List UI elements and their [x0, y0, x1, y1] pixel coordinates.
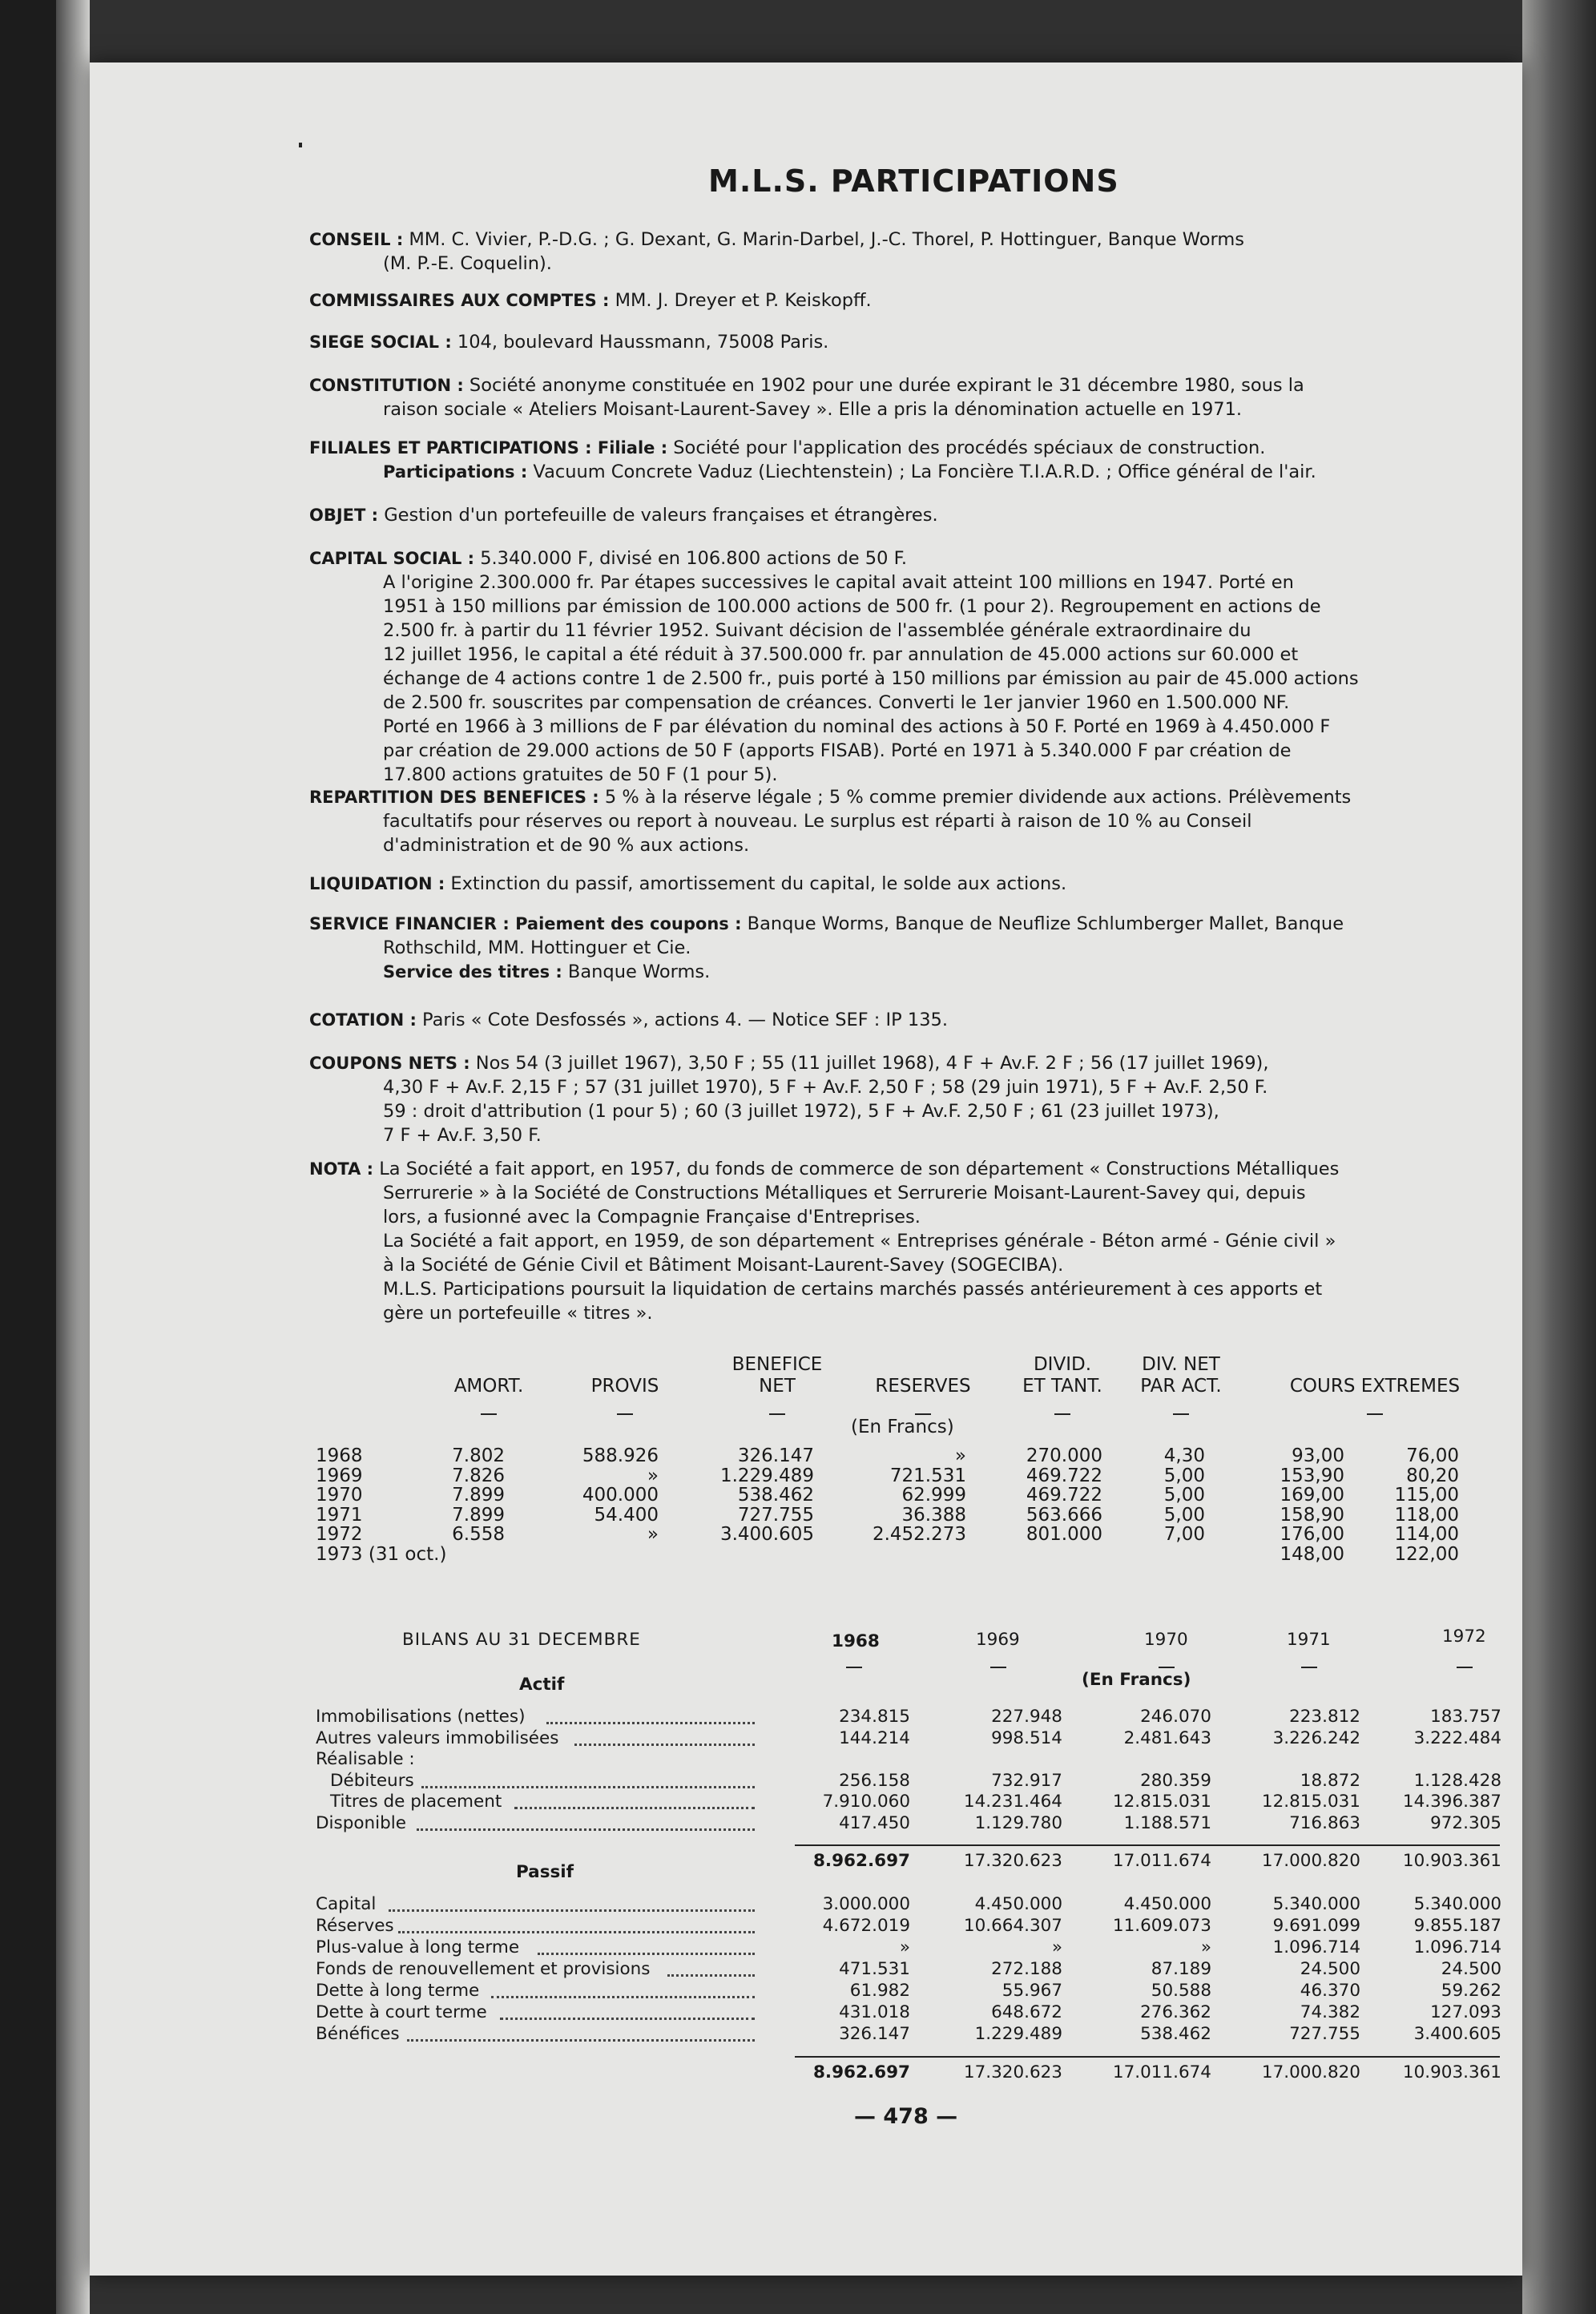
section-coupons-line [309, 1075, 1490, 1099]
balance-sheet-table [316, 1627, 1501, 2082]
balance-cell: 1.096.714 [1272, 1937, 1360, 1957]
actif-total-cell: 8.962.697 [812, 1851, 910, 1871]
cell-cours-lo: 118,00 [1394, 1504, 1459, 1526]
section-capital-line [309, 643, 1490, 667]
actif-total-cell: 17.011.674 [1112, 1851, 1211, 1871]
section-commissaires [309, 288, 1490, 312]
dot-leader [574, 1744, 755, 1746]
balance-cell: 234.815 [839, 1707, 910, 1727]
row-year: 1968 [316, 1445, 363, 1466]
section-nota-line [309, 1301, 1490, 1325]
section-text: Extinction du passif, amortissement du capital, le solde aux actions. [445, 873, 1067, 894]
cell-divid: 469.722 [1026, 1465, 1102, 1486]
balance-cell: 227.948 [991, 1707, 1062, 1727]
balance-cell: 74.382 [1300, 2002, 1360, 2022]
column-header: DIVID. ET TANT. [1022, 1354, 1102, 1397]
section-text: MM. C. Vivier, P.-D.G. ; G. Dexant, G. Marin-Darbel, J.-C. Thorel, P. Hottinguer, Banque Worms [403, 229, 1244, 250]
cell-amort: 6.558 [452, 1524, 505, 1545]
column-header: AMORT. [453, 1376, 524, 1397]
row-year: 1970 [316, 1485, 363, 1506]
balance-cell: 127.093 [1430, 2002, 1501, 2022]
cell-benefice: 538.462 [737, 1485, 814, 1506]
section-text: 17.800 actions gratuites de 50 F (1 pour 5). [383, 764, 778, 785]
section-coupons [309, 1051, 1490, 1147]
cell-provis: 54.400 [594, 1504, 659, 1526]
section-text: de 2.500 fr. souscrites par compensation de créances. Converti le 1er janvier 1960 en 1.500.000 NF. [383, 692, 1290, 713]
section-repartition [309, 785, 1490, 857]
cell-cours-hi: 169,00 [1280, 1485, 1344, 1506]
balance-cell: 1.128.428 [1413, 1770, 1501, 1791]
section-label: CONSEIL : [309, 230, 404, 249]
cell-benefice: 1.229.489 [719, 1465, 814, 1486]
cell-reserves: 62.999 [901, 1485, 966, 1506]
section-service-line [309, 912, 1490, 936]
section-text: Porté en 1966 à 3 millions de F par élévation du nominal des actions à 50 F. Porté en 1969 à 4.450.000 F [383, 716, 1331, 737]
column-header: PROVIS [590, 1376, 659, 1397]
cell-cours-hi: 153,90 [1280, 1465, 1344, 1486]
cell-cours-hi: 148,00 [1280, 1543, 1344, 1565]
dot-leader [538, 1953, 755, 1955]
header-dash [915, 1413, 931, 1415]
passif-total-cell: 17.011.674 [1112, 2062, 1211, 2082]
section-capital-line [309, 739, 1490, 763]
balance-line-label: Réalisable : [316, 1749, 415, 1769]
section-text: MM. J. Dreyer et P. Keiskopff. [609, 290, 872, 311]
balance-cell: 12.815.031 [1112, 1792, 1211, 1812]
section-constitution [309, 373, 1490, 421]
section-repartition-line [309, 785, 1490, 809]
section-text: 104, boulevard Haussmann, 75008 Paris. [451, 332, 829, 353]
balance-cell: 471.531 [839, 1959, 910, 1979]
section-nota-line [309, 1205, 1490, 1229]
cell-cours-lo: 76,00 [1406, 1445, 1459, 1466]
section-text: Société pour l'application des procédés spéciaux de construction. [667, 437, 1266, 458]
ink-speck [299, 143, 302, 147]
balance-line-label: Réserves [316, 1916, 394, 1936]
cell-amort: 7.802 [452, 1445, 505, 1466]
section-text: gère un portefeuille « titres ». [383, 1303, 653, 1324]
cell-cours-hi: 158,90 [1280, 1504, 1344, 1526]
cell-divid: 270.000 [1026, 1445, 1102, 1466]
header-dash [1173, 1413, 1189, 1415]
balance-cell: 3.400.605 [1413, 2024, 1501, 2044]
balance-cell: 326.147 [839, 2024, 910, 2044]
section-label: CONSTITUTION : [309, 376, 464, 395]
balance-cell: 246.070 [1140, 1707, 1211, 1727]
section-label: REPARTITION DES BENEFICES : [309, 788, 599, 807]
cell-divid: 801.000 [1026, 1524, 1102, 1545]
section-text: Banque Worms, Banque de Neuflize Schlumberger Mallet, Banque [741, 913, 1344, 934]
actif-total-cell: 17.000.820 [1261, 1851, 1360, 1871]
section-objet [309, 503, 1490, 527]
balance-cell: 24.500 [1300, 1959, 1360, 1979]
section-text: Serrurerie » à la Société de Constructions Métalliques et Serrurerie Moisant-Laurent-Savey qui, depuis [383, 1183, 1306, 1203]
balance-cell: 24.500 [1441, 1959, 1501, 1979]
section-text: Gestion d'un portefeuille de valeurs françaises et étrangères. [378, 505, 938, 526]
section-capital-line [309, 667, 1490, 691]
section-nota-line [309, 1277, 1490, 1301]
cell-provis: » [647, 1465, 659, 1486]
balance-line-label: Dette à court terme [316, 2002, 487, 2022]
header-dash [617, 1413, 633, 1415]
balance-cell: 538.462 [1140, 2024, 1211, 2044]
section-filiales-line [309, 460, 1490, 484]
section-label: COTATION : [309, 1010, 417, 1030]
row-year: 1973 (31 oct.) [316, 1543, 447, 1565]
header-dash [1367, 1413, 1383, 1415]
section-text: échange de 4 actions contre 1 de 2.500 fr., puis porté à 150 millions par émission au pair de 45.000 actions [383, 668, 1359, 689]
section-label: OBJET : [309, 506, 379, 525]
balance-cell: 280.359 [1140, 1770, 1211, 1791]
section-commissaires-line [309, 288, 1490, 312]
row-year: 1971 [316, 1504, 363, 1526]
section-text: 4,30 F + Av.F. 2,15 F ; 57 (31 juillet 1970), 5 F + Av.F. 2,50 F ; 58 (29 juin 1971), 5 F + Av.F. 2,50 F. [383, 1077, 1268, 1098]
passif-total-cell: 8.962.697 [812, 2062, 910, 2082]
column-header: COURS EXTREMES [1289, 1376, 1461, 1397]
section-siege-line [309, 330, 1490, 354]
section-label: SERVICE FINANCIER : [309, 914, 510, 933]
column-header: RESERVES [875, 1376, 971, 1397]
balance-cell: 3.000.000 [822, 1894, 910, 1914]
section-coupons-line [309, 1099, 1490, 1123]
section-text: facultatifs pour réserves ou report à nouveau. Le surplus est réparti à raison de 10 % au Conseil [383, 811, 1252, 832]
section-text: par création de 29.000 actions de 50 F (apports FISAB). Porté en 1971 à 5.340.000 F par création de [383, 740, 1292, 761]
cell-div-net: 5,00 [1163, 1465, 1205, 1486]
balance-line-label: Titres de placement [330, 1792, 502, 1812]
passif-label: Passif [516, 1862, 574, 1882]
balance-year-header: 1968 [832, 1631, 880, 1651]
cell-div-net: 5,00 [1163, 1485, 1205, 1506]
cell-provis: 588.926 [582, 1445, 659, 1466]
balance-line-label: Dette à long terme [316, 1981, 480, 2001]
section-siege [309, 330, 1490, 354]
balance-cell: 276.362 [1140, 2002, 1211, 2022]
balance-cell: 14.231.464 [963, 1792, 1062, 1812]
balance-cell: 727.755 [1289, 2024, 1360, 2044]
section-capital-line [309, 595, 1490, 619]
cell-benefice: 727.755 [737, 1504, 814, 1526]
balance-cell: 3.222.484 [1413, 1727, 1501, 1748]
balance-cell: 9.855.187 [1413, 1916, 1501, 1936]
balance-year-header: 1969 [976, 1630, 1020, 1650]
balance-sheet-title: BILANS AU 31 DECEMBRE [402, 1630, 641, 1650]
section-text: A l'origine 2.300.000 fr. Par étapes successives le capital avait atteint 100 millions en 1947. Porté en [383, 572, 1294, 593]
section-text: 1951 à 150 millions par émission de 100.000 actions de 500 fr. (1 pour 2). Regroupement en actions de [383, 596, 1321, 617]
section-service-line [309, 960, 1490, 984]
section-capital-line [309, 570, 1490, 595]
total-rule [795, 1844, 1500, 1846]
section-capital-line [309, 763, 1490, 787]
section-text: 5.340.000 F, divisé en 106.800 actions de 50 F. [474, 548, 908, 569]
balance-cell: 183.757 [1430, 1707, 1501, 1727]
balance-cell: » [1200, 1937, 1211, 1957]
dot-leader [667, 1974, 755, 1977]
results-table [316, 1346, 1477, 1578]
cell-div-net: 5,00 [1163, 1504, 1205, 1526]
dot-leader [491, 1996, 755, 1998]
balance-cell: 272.188 [991, 1959, 1062, 1979]
section-constitution-line [309, 373, 1490, 397]
section-coupons-line [309, 1123, 1490, 1147]
balance-cell: 4.450.000 [1123, 1894, 1211, 1914]
section-text: d'administration et de 90 % aux actions. [383, 835, 750, 856]
balance-cell: 18.872 [1300, 1770, 1360, 1791]
balance-year-header: 1972 [1442, 1627, 1486, 1647]
balance-line-label: Immobilisations (nettes) [316, 1707, 526, 1727]
cell-cours-lo: 80,20 [1406, 1465, 1459, 1486]
balance-cell: 1.129.780 [974, 1812, 1062, 1833]
section-capital-line [309, 619, 1490, 643]
cell-cours-hi: 176,00 [1280, 1524, 1344, 1545]
section-conseil-line [309, 252, 1490, 276]
section-conseil-line [309, 228, 1490, 252]
balance-cell: 1.229.489 [974, 2024, 1062, 2044]
balance-cell: 144.214 [839, 1727, 910, 1748]
passif-total-cell: 17.320.623 [963, 2062, 1062, 2082]
passif-total-cell: 10.903.361 [1402, 2062, 1501, 2082]
column-header: DIV. NET PAR ACT. [1140, 1354, 1222, 1397]
section-filiales-line [309, 436, 1490, 460]
balance-cell: 10.664.307 [963, 1916, 1062, 1936]
cell-reserves: » [954, 1445, 966, 1466]
section-text: (M. P.-E. Coquelin). [383, 253, 552, 274]
header-dash [769, 1413, 785, 1415]
balance-year-header: 1971 [1287, 1630, 1331, 1650]
company-title: M.L.S. PARTICIPATIONS [708, 163, 1119, 199]
section-label: FILIALES ET PARTICIPATIONS : [309, 438, 592, 458]
balance-cell: 5.340.000 [1272, 1894, 1360, 1914]
balance-cell: 5.340.000 [1413, 1894, 1501, 1914]
balance-cell: 417.450 [839, 1812, 910, 1833]
balance-line-label: Disponible [316, 1812, 406, 1833]
section-capital-line [309, 715, 1490, 739]
balance-cell: 59.262 [1441, 1981, 1501, 2001]
cell-amort: 7.826 [452, 1465, 505, 1486]
section-text: 12 juillet 1956, le capital a été réduit à 37.500.000 fr. par annulation de 45.000 actions sur 60.000 et [383, 644, 1299, 665]
unit-note: (En Francs) [1082, 1670, 1191, 1690]
balance-cell: 9.691.099 [1272, 1916, 1360, 1936]
dot-leader [407, 2039, 755, 2042]
section-text: M.L.S. Participations poursuit la liquidation de certains marchés passés antérieurement à ces apports et [383, 1279, 1323, 1300]
section-label: COMMISSAIRES AUX COMPTES : [309, 291, 610, 310]
cell-provis: » [647, 1524, 659, 1545]
balance-cell: » [899, 1937, 910, 1957]
cell-divid: 469.722 [1026, 1485, 1102, 1506]
section-text: La Société a fait apport, en 1957, du fonds de commerce de son département « Constructions Métalliques [373, 1159, 1340, 1179]
section-objet-line [309, 503, 1490, 527]
total-rule [795, 2056, 1500, 2058]
dot-leader [417, 1828, 755, 1831]
header-dash [990, 1667, 1006, 1668]
section-text: 2.500 fr. à partir du 11 février 1952. Suivant décision de l'assemblée générale extraordinaire du [383, 620, 1251, 641]
section-text: Vacuum Concrete Vaduz (Liechtenstein) ; La Foncière T.I.A.R.D. ; Office général de l'air. [527, 462, 1316, 482]
section-label: Filiale : [591, 438, 668, 458]
section-service [309, 912, 1490, 984]
balance-cell: 2.481.643 [1123, 1727, 1211, 1748]
section-filiales [309, 436, 1490, 484]
section-liquidation-line [309, 872, 1490, 896]
cell-div-net: 4,30 [1163, 1445, 1205, 1466]
cell-amort: 7.899 [452, 1504, 505, 1526]
header-dash [1457, 1667, 1473, 1668]
balance-line-label: Plus-value à long terme [316, 1937, 520, 1957]
section-label: SIEGE SOCIAL : [309, 333, 452, 352]
cell-reserves: 2.452.273 [872, 1524, 966, 1545]
section-conseil [309, 228, 1490, 276]
dot-leader [546, 1722, 755, 1724]
section-text: raison sociale « Ateliers Moisant-Laurent-Savey ». Elle a pris la dénomination actuelle en 1971. [383, 399, 1243, 420]
dot-leader [398, 1931, 755, 1933]
section-text: Nos 54 (3 juillet 1967), 3,50 F ; 55 (11 juillet 1968), 4 F + Av.F. 2 F ; 56 (17 juillet 1969), [470, 1053, 1269, 1074]
balance-cell: 12.815.031 [1261, 1792, 1360, 1812]
dot-leader [500, 2018, 755, 2020]
section-text: Paris « Cote Desfossés », actions 4. — Notice SEF : IP 135. [416, 1010, 948, 1030]
section-nota [309, 1157, 1490, 1325]
balance-line-label: Débiteurs [330, 1770, 414, 1791]
cell-div-net: 7,00 [1163, 1524, 1205, 1545]
section-label: Participations : [383, 462, 528, 482]
section-liquidation [309, 872, 1490, 896]
passif-total-cell: 17.000.820 [1261, 2062, 1360, 2082]
balance-cell: 4.672.019 [822, 1916, 910, 1936]
section-text: 5 % à la réserve légale ; 5 % comme premier dividende aux actions. Prélèvements [598, 787, 1352, 808]
section-label: CAPITAL SOCIAL : [309, 549, 475, 568]
balance-cell: 55.967 [1002, 1981, 1062, 2001]
actif-total-cell: 10.903.361 [1402, 1851, 1501, 1871]
section-label: Service des titres : [383, 962, 562, 982]
cell-cours-lo: 122,00 [1394, 1543, 1459, 1565]
section-nota-line [309, 1181, 1490, 1205]
row-year: 1972 [316, 1524, 363, 1545]
section-capital-line [309, 546, 1490, 570]
balance-line-label: Bénéfices [316, 2024, 400, 2044]
section-label: LIQUIDATION : [309, 874, 445, 893]
balance-cell: 998.514 [991, 1727, 1062, 1748]
header-dash [846, 1667, 862, 1668]
balance-cell: 972.305 [1430, 1812, 1501, 1833]
balance-line-label: Autres valeurs immobilisées [316, 1727, 559, 1748]
row-year: 1969 [316, 1465, 363, 1486]
section-text: Banque Worms. [562, 961, 711, 982]
header-dash [481, 1413, 497, 1415]
balance-cell: 7.910.060 [822, 1792, 910, 1812]
balance-year-header: 1970 [1144, 1630, 1188, 1650]
section-label: Paiement des coupons : [509, 914, 742, 933]
balance-cell: 648.672 [991, 2002, 1062, 2022]
balance-cell: » [1051, 1937, 1062, 1957]
section-service-line [309, 936, 1490, 960]
balance-cell: 87.189 [1151, 1959, 1211, 1979]
section-nota-line [309, 1253, 1490, 1277]
section-nota-line [309, 1157, 1490, 1181]
cell-divid: 563.666 [1026, 1504, 1102, 1526]
balance-cell: 50.588 [1151, 1981, 1211, 2001]
balance-line-label: Capital [316, 1894, 377, 1914]
section-text: à la Société de Génie Civil et Bâtiment Moisant-Laurent-Savey (SOGECIBA). [383, 1255, 1064, 1276]
balance-cell: 732.917 [991, 1770, 1062, 1791]
unit-note: (En Francs) [851, 1417, 954, 1437]
page-number: — 478 — [854, 2104, 958, 2129]
section-capital-line [309, 691, 1490, 715]
balance-cell: 716.863 [1289, 1812, 1360, 1833]
section-coupons-line [309, 1051, 1490, 1075]
cell-cours-hi: 93,00 [1292, 1445, 1344, 1466]
header-dash [1301, 1667, 1317, 1668]
cell-cours-lo: 115,00 [1394, 1485, 1459, 1506]
balance-cell: 431.018 [839, 2002, 910, 2022]
section-constitution-line [309, 397, 1490, 421]
section-nota-line [309, 1229, 1490, 1253]
header-dash [1159, 1667, 1175, 1668]
cell-provis: 400.000 [582, 1485, 659, 1506]
section-capital [309, 546, 1490, 787]
balance-cell: 3.226.242 [1272, 1727, 1360, 1748]
dot-leader [514, 1807, 755, 1809]
section-text: Rothschild, MM. Hottinguer et Cie. [383, 937, 691, 958]
actif-label: Actif [519, 1675, 565, 1695]
cell-benefice: 3.400.605 [719, 1524, 814, 1545]
balance-line-label: Fonds de renouvellement et provisions [316, 1959, 651, 1979]
balance-cell: 14.396.387 [1402, 1792, 1501, 1812]
cell-benefice: 326.147 [737, 1445, 814, 1466]
balance-cell: 4.450.000 [974, 1894, 1062, 1914]
section-repartition-line [309, 809, 1490, 833]
balance-cell: 256.158 [839, 1770, 910, 1791]
cell-reserves: 36.388 [901, 1504, 966, 1526]
balance-cell: 11.609.073 [1112, 1916, 1211, 1936]
column-header: BENEFICE NET [732, 1354, 823, 1397]
section-text: Société anonyme constituée en 1902 pour une durée expirant le 31 décembre 1980, sous la [463, 375, 1304, 396]
dot-leader [389, 1909, 755, 1912]
balance-cell: 61.982 [849, 1981, 910, 2001]
section-text: lors, a fusionné avec la Compagnie Française d'Entreprises. [383, 1207, 921, 1228]
actif-total-cell: 17.320.623 [963, 1851, 1062, 1871]
section-text: La Société a fait apport, en 1959, de son département « Entreprises générale - Béton armé - Génie civil » [383, 1231, 1336, 1252]
header-dash [1054, 1413, 1070, 1415]
balance-cell: 223.812 [1289, 1707, 1360, 1727]
balance-cell: 1.188.571 [1123, 1812, 1211, 1833]
balance-cell: 1.096.714 [1413, 1937, 1501, 1957]
cell-reserves: 721.531 [889, 1465, 966, 1486]
section-cotation-line [309, 1008, 1490, 1032]
dot-leader [421, 1786, 755, 1788]
section-text: 7 F + Av.F. 3,50 F. [383, 1125, 542, 1146]
section-text: 59 : droit d'attribution (1 pour 5) ; 60 (3 juillet 1972), 5 F + Av.F. 2,50 F ; 61 (23 juillet 1973), [383, 1101, 1219, 1122]
section-cotation [309, 1008, 1490, 1032]
section-label: NOTA : [309, 1159, 374, 1179]
balance-cell: 46.370 [1300, 1981, 1360, 2001]
section-label: COUPONS NETS : [309, 1054, 470, 1073]
section-repartition-line [309, 833, 1490, 857]
cell-cours-lo: 114,00 [1394, 1524, 1459, 1545]
cell-amort: 7.899 [452, 1485, 505, 1506]
